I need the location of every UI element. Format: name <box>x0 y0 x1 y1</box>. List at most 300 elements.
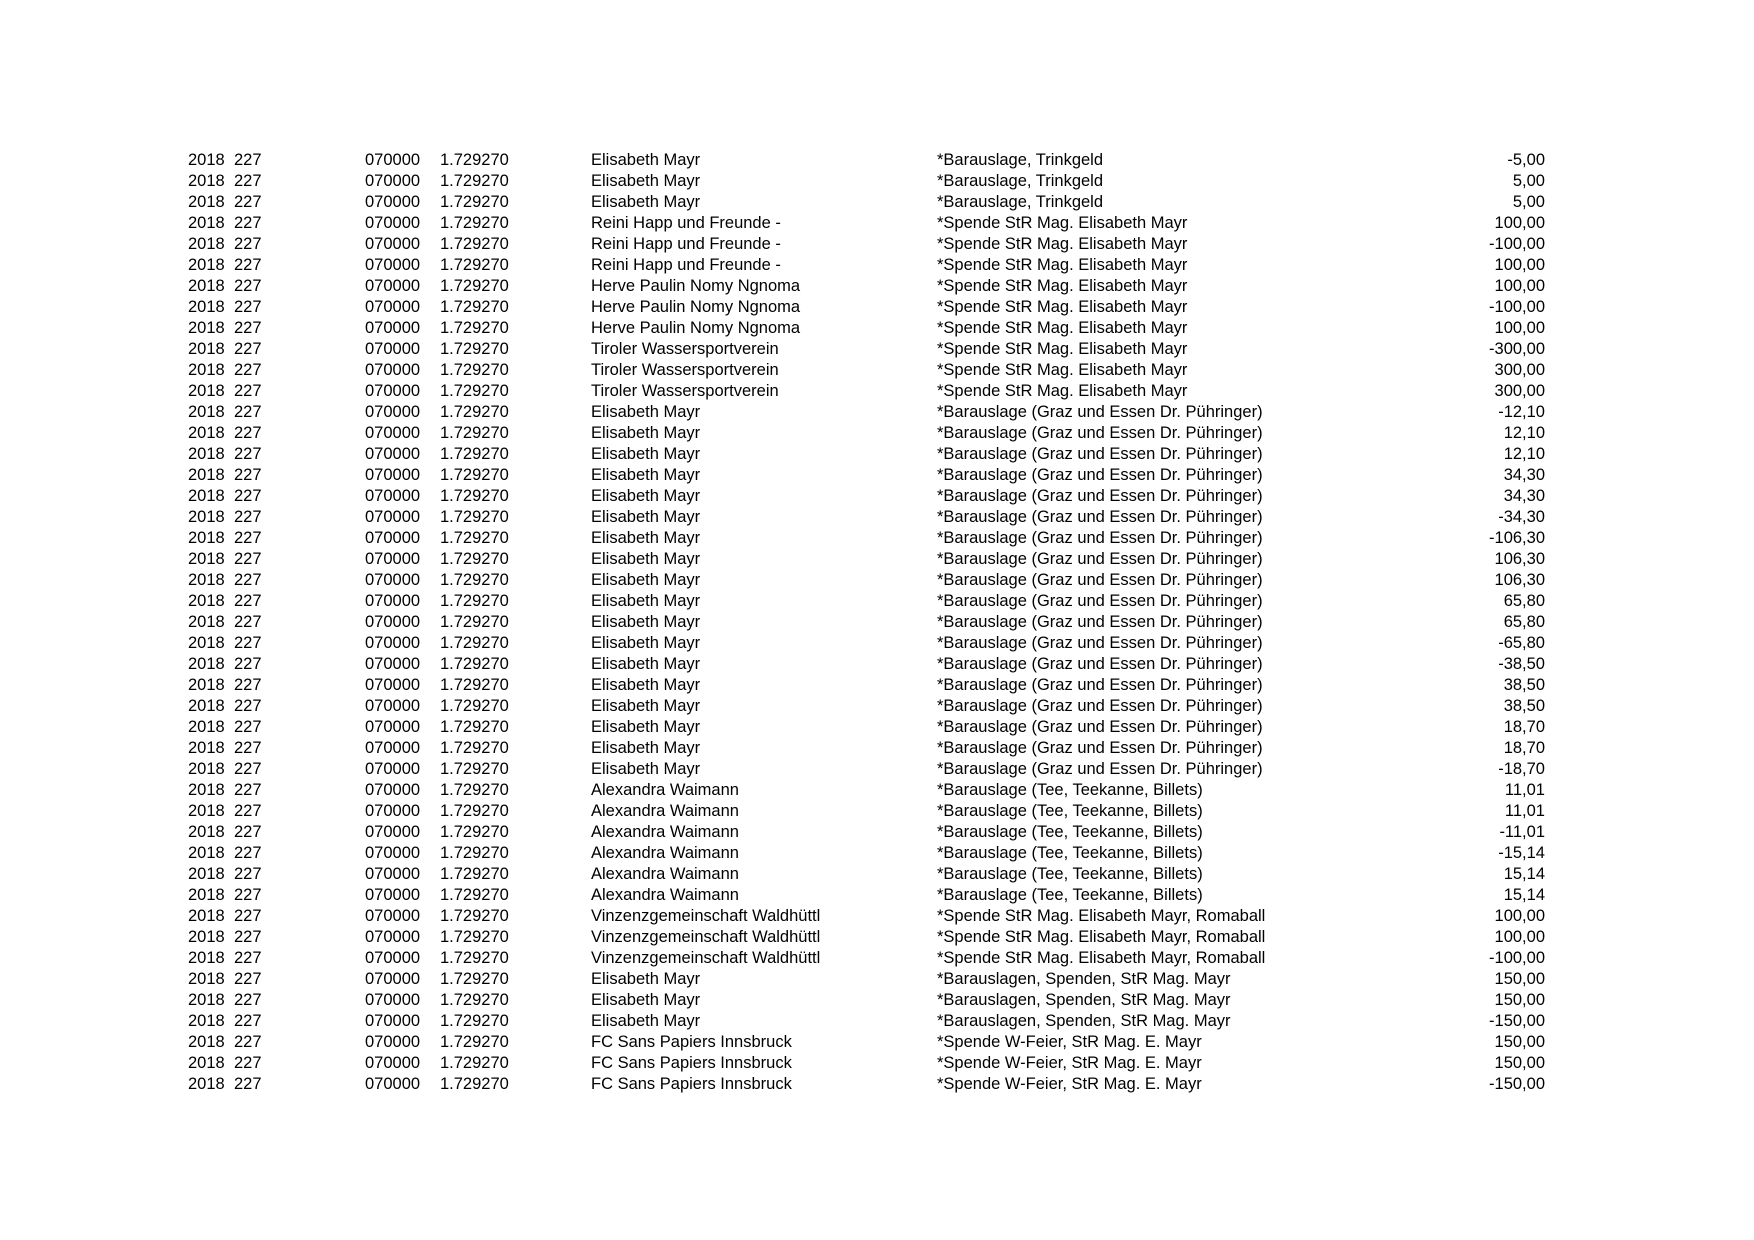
number-cell: 1.729270 <box>440 340 509 358</box>
year-cell: 2018 <box>188 634 225 652</box>
account-cell: 070000 <box>365 1054 421 1072</box>
name-cell: Reini Happ und Freunde - <box>591 235 781 253</box>
amount-cell: 5,00 <box>1512 172 1545 190</box>
year-cell: 2018 <box>188 1075 225 1093</box>
number-cell: 1.729270 <box>440 739 509 757</box>
year-cell: 2018 <box>188 424 225 442</box>
account-cell: 070000 <box>365 466 421 484</box>
code-cell: 227 <box>234 529 262 547</box>
amount-cell: -11,01 <box>1499 823 1545 841</box>
code-cell: 227 <box>234 886 262 904</box>
account-cell: 070000 <box>365 298 421 316</box>
description-cell: *Barauslage, Trinkgeld <box>937 172 1104 190</box>
year-cell: 2018 <box>188 949 225 967</box>
amount-cell: 100,00 <box>1494 277 1545 295</box>
table-row <box>0 507 1754 528</box>
account-cell: 070000 <box>365 592 421 610</box>
amount-cell: 106,30 <box>1494 571 1545 589</box>
number-cell: 1.729270 <box>440 361 509 379</box>
code-cell: 227 <box>234 571 262 589</box>
table-row <box>0 717 1754 738</box>
account-cell: 070000 <box>365 214 421 232</box>
year-cell: 2018 <box>188 235 225 253</box>
name-cell: Elisabeth Mayr <box>591 445 701 463</box>
account-cell: 070000 <box>365 487 421 505</box>
account-cell: 070000 <box>365 256 421 274</box>
code-cell: 227 <box>234 1012 262 1030</box>
description-cell: *Spende StR Mag. Elisabeth Mayr <box>937 382 1188 400</box>
number-cell: 1.729270 <box>440 508 509 526</box>
account-cell: 070000 <box>365 697 421 715</box>
description-cell: *Spende StR Mag. Elisabeth Mayr <box>937 256 1188 274</box>
amount-cell: 100,00 <box>1494 928 1545 946</box>
code-cell: 227 <box>234 739 262 757</box>
table-row <box>0 591 1754 612</box>
code-cell: 227 <box>234 949 262 967</box>
description-cell: *Barauslage (Tee, Teekanne, Billets) <box>937 823 1203 841</box>
account-cell: 070000 <box>365 1033 421 1051</box>
number-cell: 1.729270 <box>440 487 509 505</box>
ledger-table <box>0 150 1754 1095</box>
description-cell: *Spende StR Mag. Elisabeth Mayr, Romaball <box>937 949 1266 967</box>
description-cell: *Spende StR Mag. Elisabeth Mayr <box>937 277 1188 295</box>
number-cell: 1.729270 <box>440 760 509 778</box>
table-row <box>0 234 1754 255</box>
table-row <box>0 843 1754 864</box>
account-cell: 070000 <box>365 508 421 526</box>
code-cell: 227 <box>234 718 262 736</box>
code-cell: 227 <box>234 403 262 421</box>
name-cell: Elisabeth Mayr <box>591 676 701 694</box>
account-cell: 070000 <box>365 907 421 925</box>
year-cell: 2018 <box>188 781 225 799</box>
code-cell: 227 <box>234 445 262 463</box>
account-cell: 070000 <box>365 1075 421 1093</box>
code-cell: 227 <box>234 634 262 652</box>
code-cell: 227 <box>234 382 262 400</box>
name-cell: Elisabeth Mayr <box>591 172 701 190</box>
year-cell: 2018 <box>188 739 225 757</box>
name-cell: Elisabeth Mayr <box>591 508 701 526</box>
number-cell: 1.729270 <box>440 991 509 1009</box>
name-cell: Elisabeth Mayr <box>591 613 701 631</box>
number-cell: 1.729270 <box>440 298 509 316</box>
number-cell: 1.729270 <box>440 865 509 883</box>
description-cell: *Barauslage (Graz und Essen Dr. Pühringer) <box>937 592 1263 610</box>
year-cell: 2018 <box>188 508 225 526</box>
number-cell: 1.729270 <box>440 256 509 274</box>
name-cell: Alexandra Waimann <box>591 781 739 799</box>
year-cell: 2018 <box>188 361 225 379</box>
name-cell: Elisabeth Mayr <box>591 193 701 211</box>
amount-cell: 65,80 <box>1503 592 1545 610</box>
description-cell: *Barauslage (Graz und Essen Dr. Pühringer) <box>937 529 1263 547</box>
number-cell: 1.729270 <box>440 235 509 253</box>
account-cell: 070000 <box>365 151 421 169</box>
code-cell: 227 <box>234 1054 262 1072</box>
year-cell: 2018 <box>188 970 225 988</box>
description-cell: *Barauslage (Graz und Essen Dr. Pühringer) <box>937 760 1263 778</box>
code-cell: 227 <box>234 928 262 946</box>
number-cell: 1.729270 <box>440 592 509 610</box>
amount-cell: -300,00 <box>1489 340 1545 358</box>
name-cell: Elisabeth Mayr <box>591 697 701 715</box>
amount-cell: -38,50 <box>1498 655 1545 673</box>
table-row <box>0 948 1754 969</box>
code-cell: 227 <box>234 592 262 610</box>
name-cell: Elisabeth Mayr <box>591 466 701 484</box>
description-cell: *Barauslage (Graz und Essen Dr. Pühringer) <box>937 571 1263 589</box>
code-cell: 227 <box>234 466 262 484</box>
description-cell: *Barauslage (Graz und Essen Dr. Pühringer) <box>937 550 1263 568</box>
year-cell: 2018 <box>188 1033 225 1051</box>
name-cell: FC Sans Papiers Innsbruck <box>591 1054 792 1072</box>
name-cell: Elisabeth Mayr <box>591 760 701 778</box>
account-cell: 070000 <box>365 613 421 631</box>
code-cell: 227 <box>234 865 262 883</box>
table-row <box>0 759 1754 780</box>
account-cell: 070000 <box>365 235 421 253</box>
table-row <box>0 969 1754 990</box>
year-cell: 2018 <box>188 466 225 484</box>
description-cell: *Spende W-Feier, StR Mag. E. Mayr <box>937 1033 1202 1051</box>
code-cell: 227 <box>234 277 262 295</box>
account-cell: 070000 <box>365 823 421 841</box>
account-cell: 070000 <box>365 550 421 568</box>
description-cell: *Barauslage, Trinkgeld <box>937 151 1104 169</box>
name-cell: Alexandra Waimann <box>591 886 739 904</box>
amount-cell: 38,50 <box>1503 697 1545 715</box>
description-cell: *Barauslage, Trinkgeld <box>937 193 1104 211</box>
name-cell: Herve Paulin Nomy Ngnoma <box>591 298 801 316</box>
account-cell: 070000 <box>365 172 421 190</box>
code-cell: 227 <box>234 424 262 442</box>
amount-cell: 100,00 <box>1494 907 1545 925</box>
number-cell: 1.729270 <box>440 319 509 337</box>
name-cell: Tiroler Wassersportverein <box>591 361 779 379</box>
account-cell: 070000 <box>365 445 421 463</box>
year-cell: 2018 <box>188 613 225 631</box>
code-cell: 227 <box>234 487 262 505</box>
table-row <box>0 906 1754 927</box>
name-cell: Elisabeth Mayr <box>591 634 701 652</box>
number-cell: 1.729270 <box>440 1054 509 1072</box>
year-cell: 2018 <box>188 886 225 904</box>
table-row <box>0 486 1754 507</box>
name-cell: Elisabeth Mayr <box>591 424 701 442</box>
account-cell: 070000 <box>365 361 421 379</box>
name-cell: Alexandra Waimann <box>591 865 739 883</box>
code-cell: 227 <box>234 991 262 1009</box>
account-cell: 070000 <box>365 340 421 358</box>
number-cell: 1.729270 <box>440 277 509 295</box>
number-cell: 1.729270 <box>440 424 509 442</box>
amount-cell: 150,00 <box>1494 1033 1545 1051</box>
description-cell: *Spende StR Mag. Elisabeth Mayr <box>937 340 1188 358</box>
number-cell: 1.729270 <box>440 445 509 463</box>
amount-cell: 300,00 <box>1494 382 1545 400</box>
table-row <box>0 570 1754 591</box>
code-cell: 227 <box>234 844 262 862</box>
name-cell: Elisabeth Mayr <box>591 991 701 1009</box>
amount-cell: 18,70 <box>1503 739 1545 757</box>
number-cell: 1.729270 <box>440 907 509 925</box>
amount-cell: -18,70 <box>1498 760 1545 778</box>
number-cell: 1.729270 <box>440 1075 509 1093</box>
year-cell: 2018 <box>188 823 225 841</box>
number-cell: 1.729270 <box>440 1033 509 1051</box>
number-cell: 1.729270 <box>440 718 509 736</box>
amount-cell: -100,00 <box>1489 235 1545 253</box>
year-cell: 2018 <box>188 445 225 463</box>
account-cell: 070000 <box>365 865 421 883</box>
year-cell: 2018 <box>188 550 225 568</box>
description-cell: *Barauslagen, Spenden, StR Mag. Mayr <box>937 970 1231 988</box>
amount-cell: -5,00 <box>1507 151 1545 169</box>
description-cell: *Spende StR Mag. Elisabeth Mayr <box>937 361 1188 379</box>
description-cell: *Barauslage (Graz und Essen Dr. Pühringer) <box>937 445 1263 463</box>
name-cell: Elisabeth Mayr <box>591 739 701 757</box>
table-row <box>0 381 1754 402</box>
account-cell: 070000 <box>365 403 421 421</box>
description-cell: *Barauslage (Graz und Essen Dr. Pühringer) <box>937 718 1263 736</box>
year-cell: 2018 <box>188 277 225 295</box>
code-cell: 227 <box>234 613 262 631</box>
table-row <box>0 1053 1754 1074</box>
amount-cell: -100,00 <box>1489 298 1545 316</box>
number-cell: 1.729270 <box>440 214 509 232</box>
code-cell: 227 <box>234 697 262 715</box>
name-cell: Elisabeth Mayr <box>591 571 701 589</box>
code-cell: 227 <box>234 907 262 925</box>
table-row <box>0 423 1754 444</box>
number-cell: 1.729270 <box>440 634 509 652</box>
amount-cell: 5,00 <box>1512 193 1545 211</box>
number-cell: 1.729270 <box>440 949 509 967</box>
year-cell: 2018 <box>188 529 225 547</box>
name-cell: Vinzenzgemeinschaft Waldhüttl <box>591 907 821 925</box>
account-cell: 070000 <box>365 319 421 337</box>
description-cell: *Barauslage (Tee, Teekanne, Billets) <box>937 886 1203 904</box>
year-cell: 2018 <box>188 151 225 169</box>
account-cell: 070000 <box>365 928 421 946</box>
year-cell: 2018 <box>188 487 225 505</box>
table-row <box>0 318 1754 339</box>
amount-cell: 12,10 <box>1503 424 1545 442</box>
amount-cell: 15,14 <box>1503 865 1545 883</box>
number-cell: 1.729270 <box>440 382 509 400</box>
account-cell: 070000 <box>365 424 421 442</box>
amount-cell: 34,30 <box>1503 487 1545 505</box>
description-cell: *Spende StR Mag. Elisabeth Mayr <box>937 298 1188 316</box>
description-cell: *Barauslage (Tee, Teekanne, Billets) <box>937 781 1203 799</box>
description-cell: *Barauslagen, Spenden, StR Mag. Mayr <box>937 1012 1231 1030</box>
year-cell: 2018 <box>188 655 225 673</box>
name-cell: Elisabeth Mayr <box>591 529 701 547</box>
amount-cell: 11,01 <box>1504 781 1545 799</box>
name-cell: Vinzenzgemeinschaft Waldhüttl <box>591 928 821 946</box>
year-cell: 2018 <box>188 592 225 610</box>
code-cell: 227 <box>234 298 262 316</box>
amount-cell: 106,30 <box>1494 550 1545 568</box>
table-row <box>0 549 1754 570</box>
description-cell: *Spende StR Mag. Elisabeth Mayr <box>937 235 1188 253</box>
code-cell: 227 <box>234 172 262 190</box>
year-cell: 2018 <box>188 382 225 400</box>
description-cell: *Barauslage (Graz und Essen Dr. Pühringer) <box>937 403 1263 421</box>
description-cell: *Barauslage (Graz und Essen Dr. Pühringer) <box>937 739 1263 757</box>
table-row <box>0 780 1754 801</box>
table-row <box>0 339 1754 360</box>
amount-cell: 100,00 <box>1494 256 1545 274</box>
description-cell: *Barauslage (Graz und Essen Dr. Pühringer) <box>937 424 1263 442</box>
table-row <box>0 864 1754 885</box>
number-cell: 1.729270 <box>440 655 509 673</box>
description-cell: *Barauslage (Graz und Essen Dr. Pühringer) <box>937 697 1263 715</box>
table-row <box>0 927 1754 948</box>
number-cell: 1.729270 <box>440 697 509 715</box>
number-cell: 1.729270 <box>440 823 509 841</box>
description-cell: *Barauslage (Graz und Essen Dr. Pühringer) <box>937 487 1263 505</box>
amount-cell: 150,00 <box>1494 970 1545 988</box>
year-cell: 2018 <box>188 172 225 190</box>
description-cell: *Barauslage (Tee, Teekanne, Billets) <box>937 802 1203 820</box>
description-cell: *Spende W-Feier, StR Mag. E. Mayr <box>937 1075 1202 1093</box>
number-cell: 1.729270 <box>440 970 509 988</box>
table-row <box>0 801 1754 822</box>
number-cell: 1.729270 <box>440 844 509 862</box>
name-cell: Reini Happ und Freunde - <box>591 214 781 232</box>
code-cell: 227 <box>234 655 262 673</box>
name-cell: Alexandra Waimann <box>591 823 739 841</box>
table-row <box>0 885 1754 906</box>
account-cell: 070000 <box>365 382 421 400</box>
account-cell: 070000 <box>365 676 421 694</box>
table-row <box>0 213 1754 234</box>
account-cell: 070000 <box>365 886 421 904</box>
description-cell: *Spende StR Mag. Elisabeth Mayr, Romaball <box>937 928 1266 946</box>
table-row <box>0 1032 1754 1053</box>
number-cell: 1.729270 <box>440 529 509 547</box>
amount-cell: 18,70 <box>1503 718 1545 736</box>
code-cell: 227 <box>234 760 262 778</box>
amount-cell: -150,00 <box>1489 1075 1545 1093</box>
year-cell: 2018 <box>188 298 225 316</box>
name-cell: FC Sans Papiers Innsbruck <box>591 1033 792 1051</box>
year-cell: 2018 <box>188 340 225 358</box>
year-cell: 2018 <box>188 907 225 925</box>
account-cell: 070000 <box>365 802 421 820</box>
code-cell: 227 <box>234 970 262 988</box>
table-row <box>0 150 1754 171</box>
account-cell: 070000 <box>365 193 421 211</box>
description-cell: *Barauslage (Graz und Essen Dr. Pühringer) <box>937 655 1263 673</box>
amount-cell: 150,00 <box>1494 991 1545 1009</box>
table-row <box>0 171 1754 192</box>
table-row <box>0 444 1754 465</box>
name-cell: Elisabeth Mayr <box>591 655 701 673</box>
amount-cell: 300,00 <box>1494 361 1545 379</box>
table-row <box>0 738 1754 759</box>
year-cell: 2018 <box>188 319 225 337</box>
year-cell: 2018 <box>188 193 225 211</box>
number-cell: 1.729270 <box>440 193 509 211</box>
account-cell: 070000 <box>365 844 421 862</box>
code-cell: 227 <box>234 319 262 337</box>
number-cell: 1.729270 <box>440 1012 509 1030</box>
number-cell: 1.729270 <box>440 151 509 169</box>
year-cell: 2018 <box>188 1054 225 1072</box>
name-cell: Tiroler Wassersportverein <box>591 382 779 400</box>
table-row <box>0 402 1754 423</box>
table-row <box>0 360 1754 381</box>
name-cell: Elisabeth Mayr <box>591 970 701 988</box>
code-cell: 227 <box>234 1033 262 1051</box>
account-cell: 070000 <box>365 781 421 799</box>
table-row <box>0 1011 1754 1032</box>
amount-cell: 150,00 <box>1494 1054 1545 1072</box>
code-cell: 227 <box>234 1075 262 1093</box>
year-cell: 2018 <box>188 718 225 736</box>
amount-cell: -12,10 <box>1498 403 1545 421</box>
code-cell: 227 <box>234 151 262 169</box>
year-cell: 2018 <box>188 844 225 862</box>
year-cell: 2018 <box>188 865 225 883</box>
name-cell: Herve Paulin Nomy Ngnoma <box>591 277 801 295</box>
description-cell: *Barauslage (Graz und Essen Dr. Pühringer) <box>937 676 1263 694</box>
number-cell: 1.729270 <box>440 802 509 820</box>
number-cell: 1.729270 <box>440 550 509 568</box>
account-cell: 070000 <box>365 739 421 757</box>
number-cell: 1.729270 <box>440 571 509 589</box>
number-cell: 1.729270 <box>440 172 509 190</box>
amount-cell: 38,50 <box>1503 676 1545 694</box>
table-row <box>0 990 1754 1011</box>
account-cell: 070000 <box>365 634 421 652</box>
year-cell: 2018 <box>188 928 225 946</box>
account-cell: 070000 <box>365 991 421 1009</box>
table-row <box>0 255 1754 276</box>
code-cell: 227 <box>234 802 262 820</box>
year-cell: 2018 <box>188 676 225 694</box>
account-cell: 070000 <box>365 655 421 673</box>
number-cell: 1.729270 <box>440 403 509 421</box>
code-cell: 227 <box>234 256 262 274</box>
number-cell: 1.729270 <box>440 928 509 946</box>
year-cell: 2018 <box>188 802 225 820</box>
account-cell: 070000 <box>365 970 421 988</box>
amount-cell: 12,10 <box>1503 445 1545 463</box>
account-cell: 070000 <box>365 949 421 967</box>
description-cell: *Spende W-Feier, StR Mag. E. Mayr <box>937 1054 1202 1072</box>
table-row <box>0 528 1754 549</box>
amount-cell: 34,30 <box>1503 466 1545 484</box>
amount-cell: -106,30 <box>1489 529 1545 547</box>
number-cell: 1.729270 <box>440 613 509 631</box>
code-cell: 227 <box>234 823 262 841</box>
amount-cell: -34,30 <box>1498 508 1545 526</box>
name-cell: Elisabeth Mayr <box>591 592 701 610</box>
description-cell: *Barauslage (Tee, Teekanne, Billets) <box>937 865 1203 883</box>
year-cell: 2018 <box>188 991 225 1009</box>
year-cell: 2018 <box>188 214 225 232</box>
code-cell: 227 <box>234 214 262 232</box>
description-cell: *Barauslage (Graz und Essen Dr. Pühringer) <box>937 508 1263 526</box>
year-cell: 2018 <box>188 760 225 778</box>
amount-cell: 100,00 <box>1494 214 1545 232</box>
description-cell: *Spende StR Mag. Elisabeth Mayr <box>937 319 1188 337</box>
name-cell: Elisabeth Mayr <box>591 550 701 568</box>
